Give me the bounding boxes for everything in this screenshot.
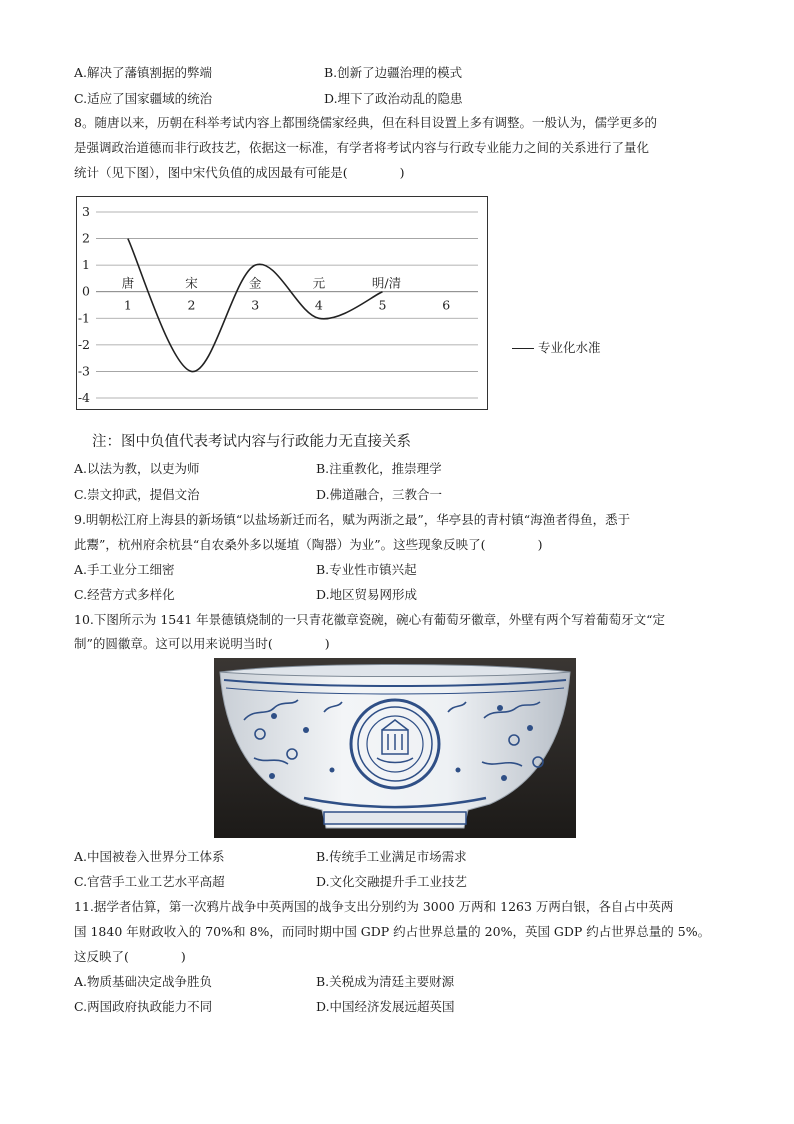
- porcelain-bowl-photo: [214, 658, 576, 838]
- q8-stem-line2: 是强调政治道德而非行政技艺，依据这一标准，有学者将考试内容与行政专业能力之间的关系进行了量化: [74, 140, 650, 155]
- q9-option-b[interactable]: B.专业性市镇兴起: [316, 562, 417, 577]
- q7-option-d[interactable]: D.埋下了政治动乱的隐患: [324, 91, 463, 106]
- q9-stem-line1: 9.明朝松江府上海县的新场镇“以盐场新迁而名，赋为两浙之最”，华亭县的青村镇“海渔者得鱼，悉于: [74, 512, 631, 527]
- y-tick-label: -3: [77, 363, 90, 379]
- q8-option-d[interactable]: D.佛道融合，三教合一: [316, 487, 443, 502]
- y-tick-label: 0: [82, 283, 90, 299]
- chart-note: 注：图中负值代表考试内容与行政能力无直接关系: [92, 434, 411, 450]
- q10-stem-line1: 10.下图所示为 1541 年景德镇烧制的一只青花徽章瓷碗，碗心有葡萄牙徽章，外壁有两个写着葡萄牙文“定: [74, 612, 666, 627]
- q11-stem-line2: 国 1840 年财政收入的 70%和 8%，而同时期中国 GDP 约占世界总量的 20%，英国 GDP 约占世界总量的 5%。: [74, 924, 711, 939]
- dynasty-label: 唐: [121, 275, 135, 291]
- x-tick-label: 2: [187, 297, 196, 313]
- line-chart: [76, 196, 488, 410]
- q8-option-b[interactable]: B.注重教化，推崇理学: [316, 461, 442, 476]
- q10-option-d[interactable]: D.文化交融提升手工业技艺: [316, 874, 468, 889]
- q8-stem-line3: [74, 164, 405, 182]
- q8-option-c[interactable]: C.崇文抑武，提倡文治: [74, 487, 200, 502]
- y-tick-label: 2: [82, 230, 90, 246]
- x-tick-label: 4: [314, 297, 323, 313]
- legend-label: 专业化水准: [538, 340, 601, 355]
- x-tick-label: 5: [378, 297, 387, 313]
- legend-swatch: [512, 348, 534, 349]
- y-tick-label: 3: [82, 204, 90, 219]
- q8-stem-line1: 8。随唐以来，历朝在科举考试内容上都围绕儒家经典，但在科目设置上多有调整。一般认为，儒学更多的: [74, 115, 657, 130]
- q8-option-a[interactable]: A.以法为教，以吏为师: [74, 461, 200, 476]
- q10-stem-close: ): [324, 636, 330, 651]
- x-tick-label: 1: [123, 297, 132, 313]
- x-tick-label: 6: [442, 297, 451, 313]
- q9-stem-close: ): [537, 537, 543, 552]
- q8-stem-close: ): [399, 165, 405, 180]
- y-tick-label: -4: [77, 390, 90, 405]
- y-tick-label: -2: [77, 336, 90, 352]
- q10-option-b[interactable]: B.传统手工业满足市场需求: [316, 849, 467, 864]
- q9-stem-text: 此鬻”，杭州府余杭县“自农桑外多以埏埴（陶器）为业”。这些现象反映了(: [74, 537, 486, 552]
- dynasty-label: 宋: [185, 275, 198, 291]
- q11-option-a[interactable]: A.物质基础决定战争胜负: [74, 974, 213, 989]
- q11-option-b[interactable]: B.关税成为清廷主要财源: [316, 974, 455, 989]
- q9-option-a[interactable]: A.手工业分工细密: [74, 562, 175, 577]
- q7-option-b[interactable]: B.创新了边疆治理的模式: [324, 65, 463, 80]
- q11-option-d[interactable]: D.中国经济发展远超英国: [316, 999, 455, 1014]
- x-tick-label: 3: [251, 297, 260, 313]
- y-tick-label: 1: [82, 257, 90, 273]
- y-tick-label: -1: [77, 310, 90, 326]
- q9-stem-line2: [74, 536, 542, 554]
- q10-option-a[interactable]: A.中国被卷入世界分工体系: [74, 849, 225, 864]
- q7-option-a[interactable]: A.解决了藩镇割据的弊端: [74, 65, 213, 80]
- q9-option-d[interactable]: D.地区贸易网形成: [316, 587, 418, 602]
- chart-legend: [512, 338, 601, 356]
- q8-stem-text: 统计（见下图），图中宋代负值的成因最有可能是(: [74, 165, 348, 180]
- dynasty-label: 明/清: [371, 275, 402, 291]
- q9-option-c[interactable]: C.经营方式多样化: [74, 587, 175, 602]
- dynasty-label: 元: [312, 275, 326, 291]
- q11-option-c[interactable]: C.两国政府执政能力不同: [74, 999, 213, 1014]
- dynasty-label: 金: [248, 275, 262, 291]
- q11-stem-close: ): [180, 949, 186, 964]
- q11-stem-line3: [74, 948, 186, 966]
- q10-stem-text: 制”的圆徽章。这可以用来说明当时(: [74, 636, 273, 651]
- q10-stem-line2: [74, 635, 330, 653]
- q11-stem-line1: 11.据学者估算，第一次鸦片战争中英两国的战争支出分别约为 3000 万两和 1263 万两白银，各自占中英两: [74, 899, 674, 914]
- q11-stem-text: 这反映了(: [74, 949, 129, 964]
- q7-option-c[interactable]: C.适应了国家疆域的统治: [74, 91, 213, 106]
- q10-option-c[interactable]: C.官营手工业工艺水平高超: [74, 874, 225, 889]
